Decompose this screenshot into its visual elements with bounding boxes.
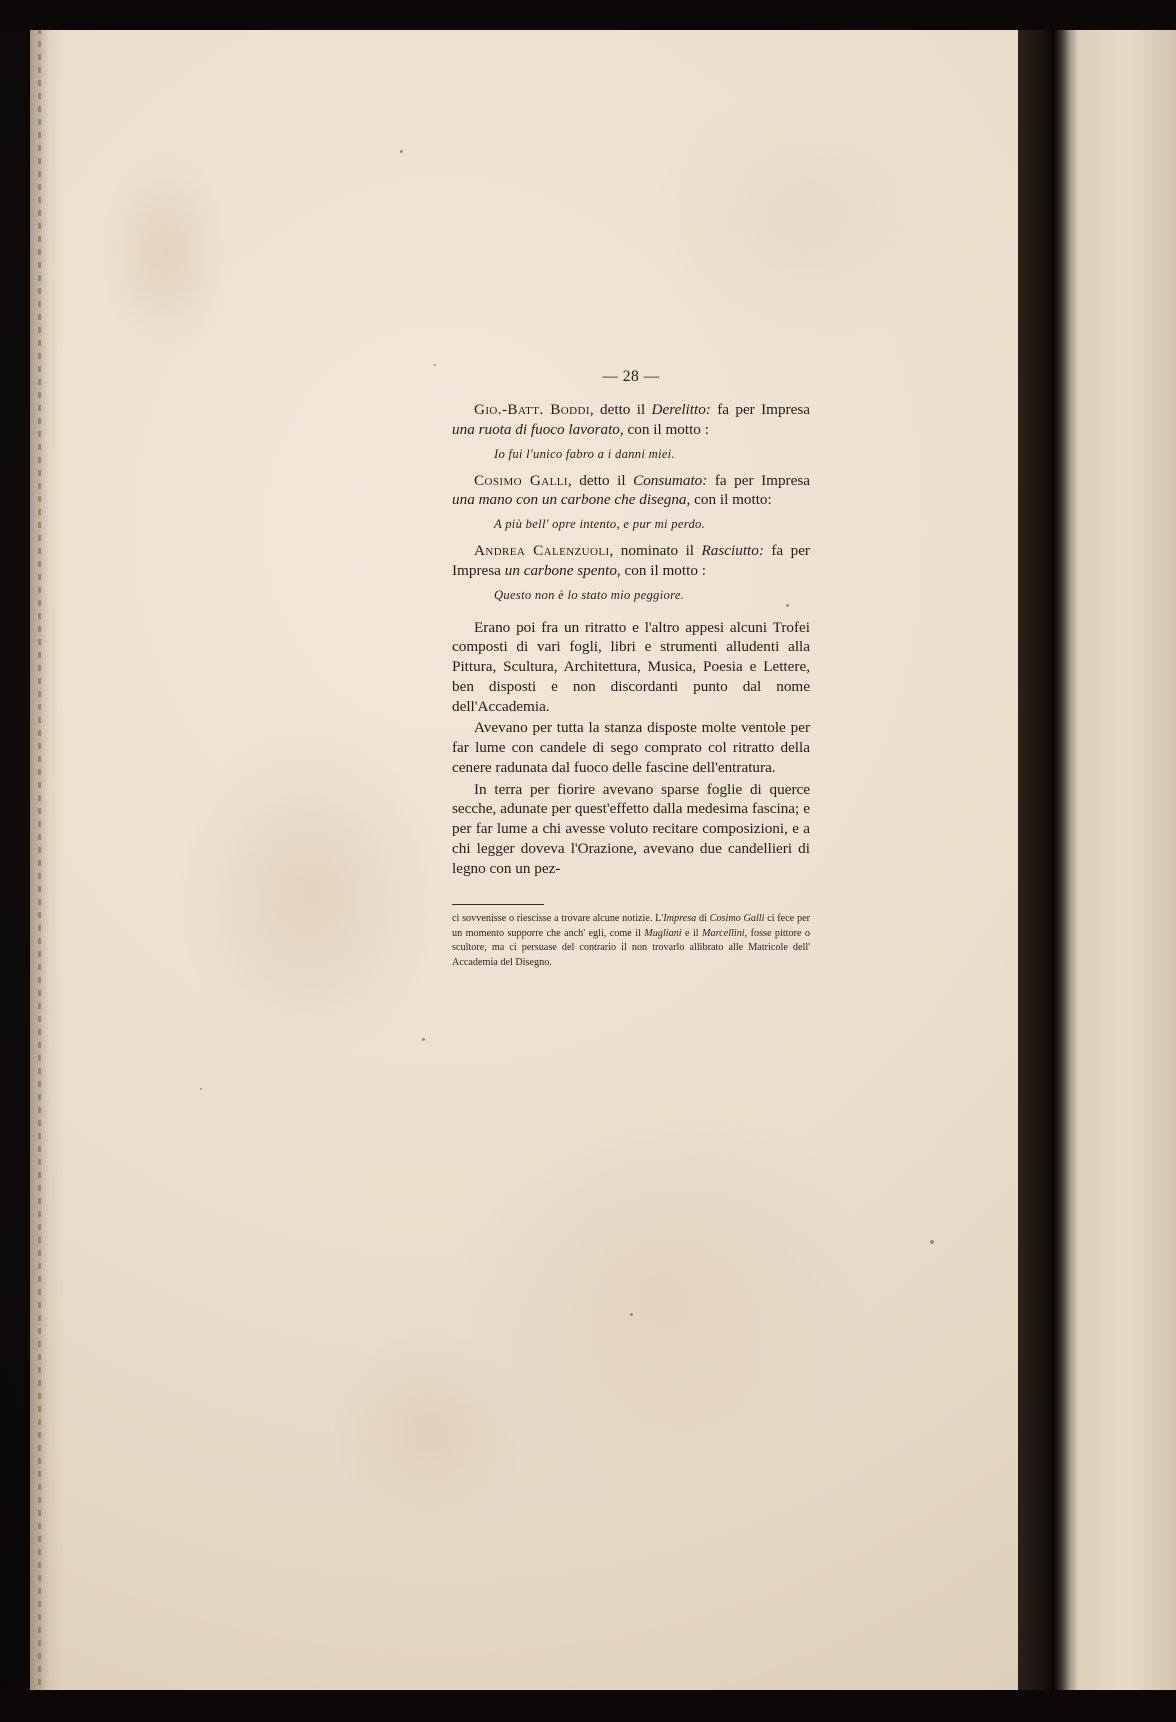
footnote-segment: ci fece per un momento supporre che anch' egli, come il [452,913,810,939]
entry-nickname: Derelitto: [651,401,711,418]
footnote-italic: Mugliani [644,927,682,939]
person-name: Andrea Calenzuoli [474,542,610,559]
entry-text: fa per Impresa [710,401,810,418]
paper-speck [400,150,403,153]
footnote-rule [452,904,544,905]
entry-text: con il motto : [620,561,706,579]
paper-stain [330,1328,530,1528]
paper-speck [630,1313,633,1316]
entry-text: con il motto : [623,420,709,438]
entry-impresa: una ruota di fuoco lavorato, [452,420,624,438]
body-paragraph: Erano poi fra un ritratto e l'altro appesi alcuni Trofei composti di vari fogli, libri e strumenti alludenti alla Pittura, Scultura, Architettura, Musica, Poesia e Lettere, ben disposti e non discordanti punto dal nome dell'Accademia. [452,618,810,715]
paper-speck [200,1088,202,1090]
page-number: — 28 — [602,368,660,385]
paper-speck [422,1038,425,1041]
entry-nickname: Consumato: [633,471,708,489]
entry-text: , nominato il [609,542,702,559]
paper-speck [434,364,436,366]
paper-stain [100,148,230,358]
entry-impresa: una mano con un carbone che disegna, [452,491,691,509]
entry-impresa: un carbone spento, [504,561,621,579]
gutter-shadow [1052,0,1078,1722]
footnote-segment: fosse pittore o scultore, ma ci persuase del contrario il non trovarlo allibrato alle Matricole dell' Accademia del Disegno. [452,927,811,968]
entry-paragraph [452,471,810,511]
person-name: Cosimo Galli [474,471,568,489]
entry-motto: A più bell' opre intento, e pur mi perdo. [494,517,706,531]
page-text-block [452,368,810,970]
entry-nickname: Rasciutto: [701,542,764,559]
entry-paragraph [452,400,810,440]
body-paragraph: In terra per fiorire avevano sparse foglie di querce secche, adunate per quest'effetto dalla medesima fascina; e per far lume a chi avesse voluto recitare composizioni, e a chi legger doveva l'Orazione, avevano due candellieri di legno con un pez- [452,780,810,877]
paper-stain [450,1078,870,1498]
top-border [0,0,1176,30]
paper-speck [930,1240,934,1244]
entry-text: fa per Impresa [707,471,810,489]
entry-motto: Questo non è lo stato mio peggiore. [494,587,685,602]
entry-text: fa per Impresa [452,542,810,579]
paper-stain [650,88,950,348]
page-deckle-edge [30,28,64,1694]
footnote-segment: e il [681,927,703,939]
footnote-italic: Marcellini, [702,927,748,939]
footnote-segment: di [696,913,710,925]
footnote-text [452,912,810,970]
entry-motto: Io fui l'unico fabro a i danni miei. [494,446,675,461]
entry-paragraph [452,541,810,581]
bottom-border [0,1690,1176,1722]
entry-text: con il motto: [690,491,772,509]
entry-text: , detto il [589,401,652,418]
person-name: Gio.-Batt. Boddi [474,401,590,418]
entry-text: , detto il [567,471,634,489]
footnote-italic: Cosimo Galli [709,913,765,925]
body-paragraph: Avevano per tutta la stanza disposte molte ventole per far lume con candele di sego comprato col ritratto della cenere radunata dal fuoco delle fascine dell'entratura. [452,719,810,776]
paper-stain [180,728,440,1058]
footnote-italic: Impresa [663,913,697,925]
footnote-segment: ci sovvenisse o riescisse a trovare alcune notizie. L' [452,913,664,925]
